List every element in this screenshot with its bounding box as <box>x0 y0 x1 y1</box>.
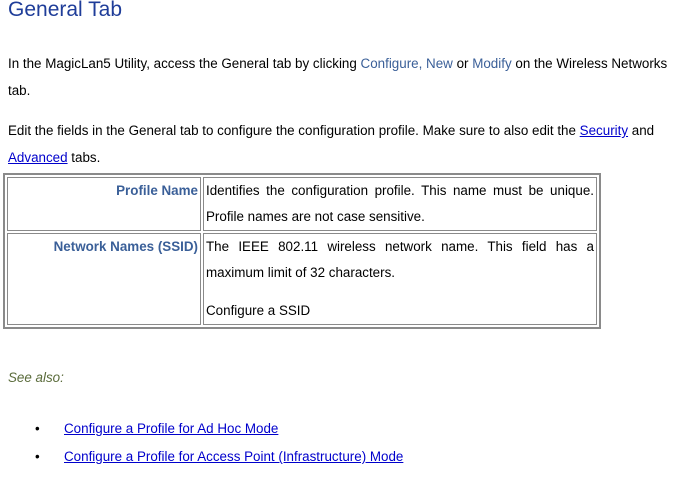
description-network-names-text: The IEEE 802.11 wireless network name. This field has a maximum limit of 32 characters. <box>206 239 594 280</box>
modify-term: Modify <box>472 56 512 71</box>
field-definitions-table <box>3 173 601 329</box>
bullet-icon: • <box>35 449 40 464</box>
term-network-names: Network Names (SSID) <box>7 233 201 325</box>
table-row <box>7 233 597 325</box>
table-row <box>7 177 597 231</box>
spacer <box>206 286 594 298</box>
description-network-names <box>203 233 597 325</box>
configure-ssid-text: Configure a SSID <box>206 303 311 318</box>
see-also-label: See also: <box>8 370 64 385</box>
edit-paragraph <box>8 117 687 171</box>
edit-text-3: tabs. <box>67 150 101 165</box>
access-point-profile-link[interactable]: Configure a Profile for Access Point (Infrastructure) Mode <box>64 449 404 464</box>
page-title: General Tab <box>8 0 123 21</box>
ad-hoc-profile-link[interactable]: Configure a Profile for Ad Hoc Mode <box>64 421 279 436</box>
intro-paragraph <box>8 50 687 104</box>
edit-text-1: Edit the fields in the General tab to configure the configuration profile. Make sure to also edit the <box>8 123 580 138</box>
description-profile-name: Identifies the configuration profile. This name must be unique. Profile names are not case sensitive. <box>203 177 597 231</box>
term-profile-name: Profile Name <box>7 177 201 231</box>
security-link[interactable]: Security <box>579 123 629 138</box>
intro-text-2: or <box>452 56 473 71</box>
configure-new-term: Configure, New <box>360 56 453 71</box>
advanced-link[interactable]: Advanced <box>8 150 68 165</box>
intro-text-3: on the Wireless Networks tab. <box>8 56 668 98</box>
edit-text-2: and <box>628 123 655 138</box>
intro-text-1: In the MagicLan5 Utility, access the General tab by clicking <box>8 56 361 71</box>
bullet-icon: • <box>35 421 40 436</box>
